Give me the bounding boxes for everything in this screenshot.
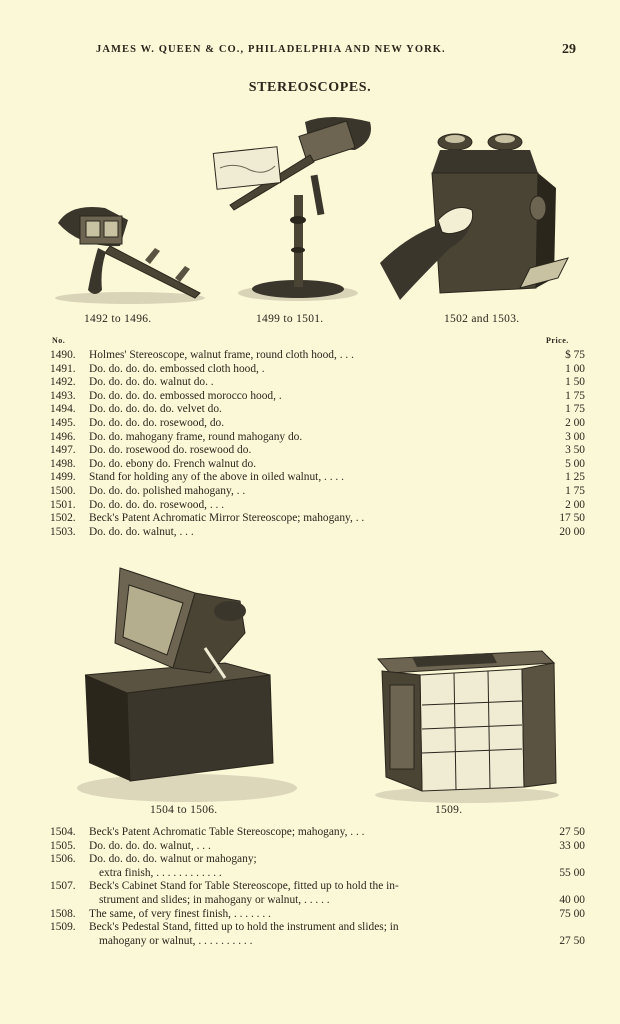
figure-caption: 1509. [435, 804, 463, 816]
item-price: 40 00 [559, 893, 585, 906]
list-item [50, 390, 585, 404]
list-item [50, 349, 585, 363]
item-number: 1509. [50, 921, 76, 934]
item-number: 1499. [50, 471, 76, 484]
item-price: 3 00 [565, 430, 585, 443]
item-description: Do. do. do. walnut, . . . [89, 525, 194, 538]
item-description: Do. do. mahogany frame, round mahogany do. [89, 430, 303, 443]
item-description: Do. do. do. do. walnut or mahogany; [89, 853, 257, 866]
item-number: 1504. [50, 826, 76, 838]
list-item [50, 853, 585, 880]
item-price: 17 50 [559, 512, 585, 525]
hand-stereoscope-illustration [50, 198, 210, 308]
item-description: Do. do. do. do. walnut, . . . [89, 839, 211, 852]
list-item [50, 880, 585, 907]
pedestal-stereoscope-illustration [210, 110, 380, 305]
box-stereoscope-illustration [380, 128, 590, 313]
list-item [50, 485, 585, 499]
item-description: Do. do. rosewood do. rosewood do. [89, 444, 252, 457]
list-item [50, 458, 585, 472]
list-item [50, 417, 585, 431]
list-item [50, 444, 585, 458]
item-description: Beck's Pedestal Stand, fitted up to hold the instrument and slides; in [89, 921, 399, 934]
item-price: 1 75 [565, 484, 585, 497]
table-stereoscope-illustration [75, 563, 300, 803]
item-description: Holmes' Stereoscope, walnut frame, round cloth hood, . . . [89, 349, 354, 361]
price-list-bottom [50, 826, 585, 948]
cabinet-stand-illustration [372, 645, 562, 805]
list-item [50, 512, 585, 526]
item-price: 1 00 [565, 362, 585, 375]
item-description: Stand for holding any of the above in oiled walnut, . . . . [89, 471, 344, 484]
item-price: 1 50 [565, 376, 585, 389]
item-number: 1508. [50, 907, 76, 920]
list-item [50, 499, 585, 513]
item-number: 1502. [50, 512, 76, 525]
figure-caption: 1492 to 1496. [84, 313, 152, 325]
figure-caption: 1504 to 1506. [150, 804, 218, 816]
figure-caption: 1499 to 1501. [256, 313, 324, 325]
item-number: 1490. [50, 349, 76, 361]
item-number: 1505. [50, 839, 76, 852]
item-price: 1 75 [565, 389, 585, 402]
list-item [50, 526, 585, 540]
item-price: 1 25 [565, 471, 585, 484]
item-number: 1501. [50, 498, 76, 511]
item-price: 3 50 [565, 444, 585, 457]
page-number: 29 [562, 42, 576, 57]
item-number: 1493. [50, 389, 76, 402]
item-price: 2 00 [565, 498, 585, 511]
item-price: 33 00 [559, 839, 585, 852]
item-price: 2 00 [565, 416, 585, 429]
item-description: Do. do. do. do. embossed cloth hood, . [89, 362, 265, 375]
price-column-header: Price. [546, 336, 569, 345]
list-item [50, 921, 585, 948]
list-item [50, 363, 585, 377]
item-price: 27 50 [559, 826, 585, 838]
item-description: Do. do. do. do. rosewood, do. [89, 416, 225, 429]
list-item [50, 471, 585, 485]
item-number: 1498. [50, 457, 76, 470]
price-list-top [50, 349, 585, 539]
item-number: 1507. [50, 880, 76, 893]
list-item [50, 403, 585, 417]
item-description: The same, of very finest finish, . . . . . . . [89, 907, 271, 920]
item-description: Do. do. do. do. rosewood, . . . [89, 498, 225, 511]
list-item [50, 908, 585, 922]
item-number: 1503. [50, 525, 76, 538]
list-item [50, 431, 585, 445]
running-head: JAMES W. QUEEN & CO., PHILADELPHIA AND NEW YORK. [96, 44, 446, 55]
item-description: Beck's Patent Achromatic Table Stereoscope; mahogany, . . . [89, 826, 365, 838]
item-price: 55 00 [559, 866, 585, 879]
item-price: 1 75 [565, 403, 585, 416]
figure-caption: 1502 and 1503. [444, 313, 520, 325]
list-item [50, 376, 585, 390]
number-column-header: No. [52, 336, 66, 345]
item-number: 1494. [50, 403, 76, 416]
item-description: Do. do. ebony do. French walnut do. [89, 457, 257, 470]
item-price: 75 00 [559, 907, 585, 920]
item-description: Do. do. do. do. walnut do. . [89, 376, 214, 389]
list-item [50, 840, 585, 854]
item-number: 1496. [50, 430, 76, 443]
item-number: 1500. [50, 484, 76, 497]
list-item [50, 826, 585, 840]
item-price: 27 50 [559, 934, 585, 947]
item-price: $ 75 [565, 349, 585, 361]
item-description: Do. do. do. polished mahogany, . . [89, 484, 246, 497]
item-description-continued: strument and slides; in mahogany or walnut, . . . . . [99, 893, 330, 906]
item-description: Beck's Patent Achromatic Mirror Stereoscope; mahogany, . . [89, 512, 365, 525]
item-description: Do. do. do. do. do. velvet do. [89, 403, 222, 416]
item-number: 1495. [50, 416, 76, 429]
section-title: STEREOSCOPES. [248, 80, 372, 95]
item-number: 1492. [50, 376, 76, 389]
item-price: 5 00 [565, 457, 585, 470]
item-price: 20 00 [559, 525, 585, 538]
item-number: 1491. [50, 362, 76, 375]
item-description-continued: mahogany or walnut, . . . . . . . . . . [99, 934, 253, 947]
item-number: 1506. [50, 853, 76, 866]
item-number: 1497. [50, 444, 76, 457]
item-description-continued: extra finish, . . . . . . . . . . . . [99, 866, 222, 879]
item-description: Do. do. do. do. embossed morocco hood, . [89, 389, 282, 402]
item-description: Beck's Cabinet Stand for Table Stereoscope, fitted up to hold the in- [89, 880, 399, 893]
